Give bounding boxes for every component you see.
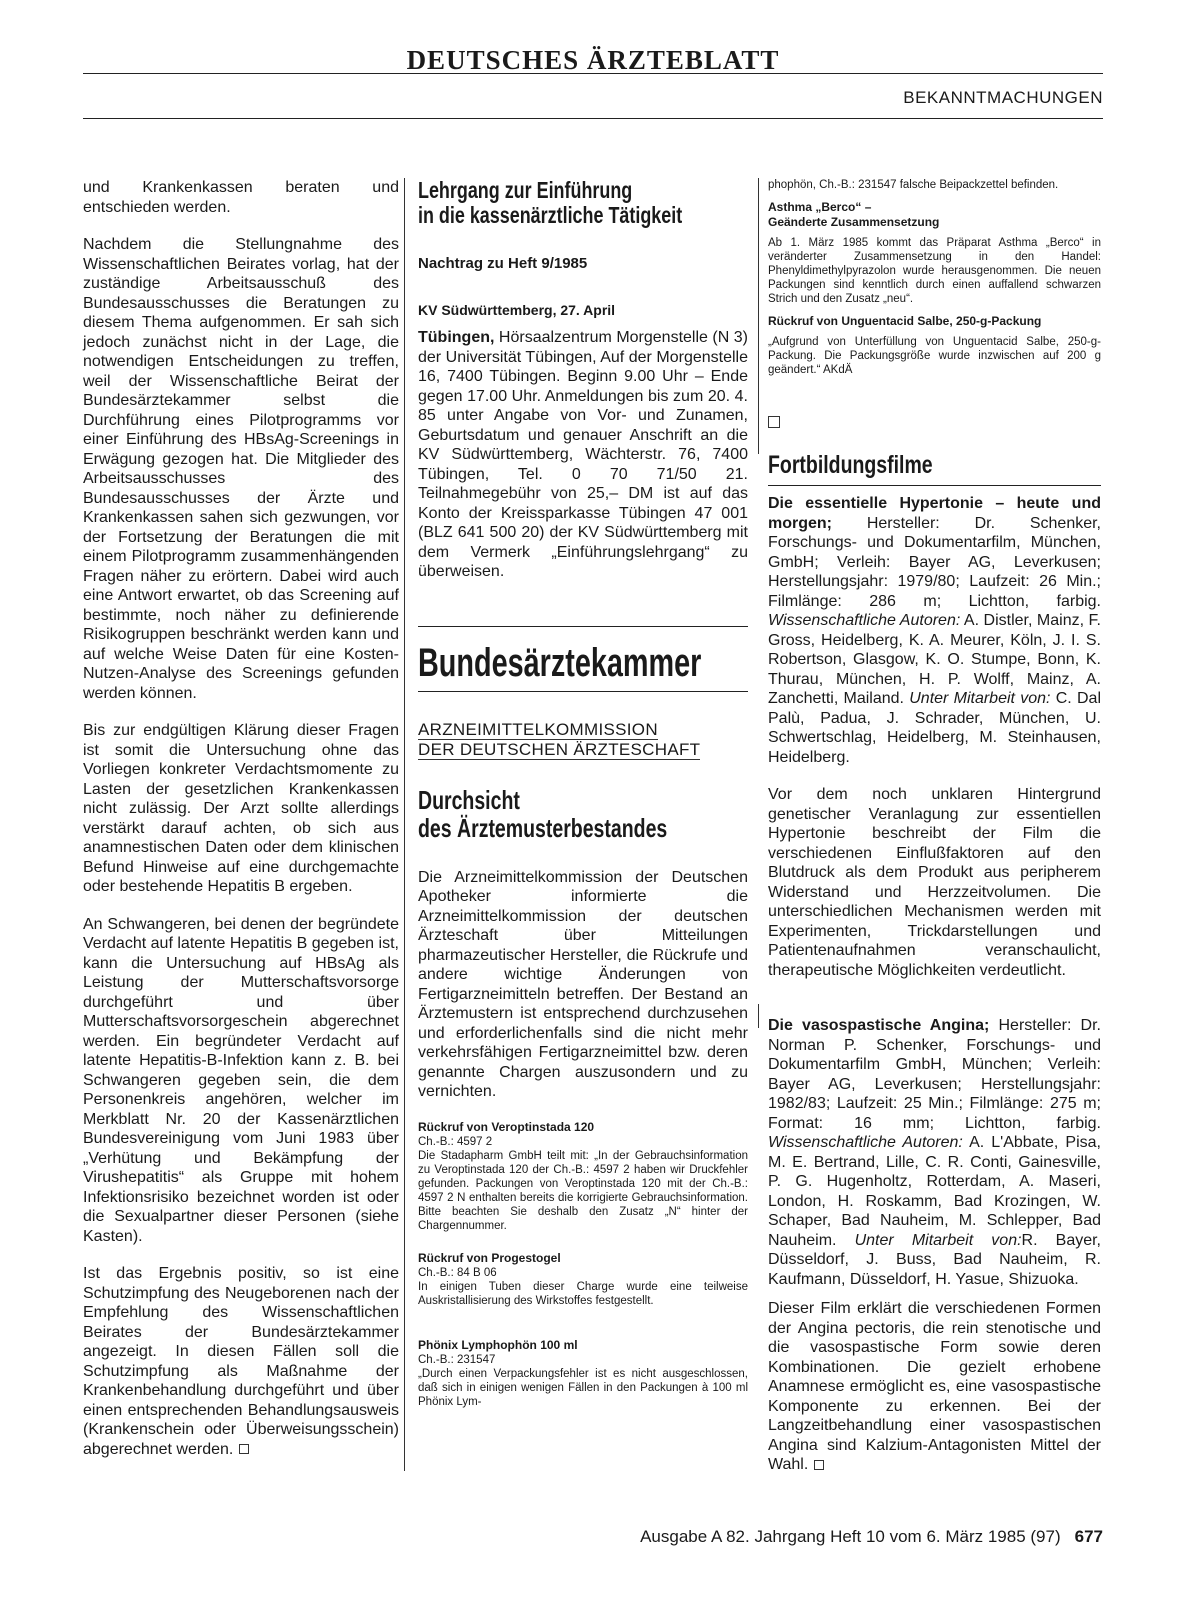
page-footer	[640, 1527, 1103, 1547]
paragraph: Bis zur endgültigen Klärung dieser Fragen ist somit die Untersuchung ohne das Vorliegen konkreter Verdachtsmomente zu Lasten der gesetzlichen Krankenkassen nicht zulässig. Der Arzt sollte allerdings verstärkt darauf achten, ob sich aus anamnestischen Daten oder dem klinischen Befund Hinweise auf eine durchgemachte oder bestehende Hepatitis B ergeben.	[83, 722, 399, 895]
section-rule	[768, 485, 1101, 486]
masthead	[83, 45, 1103, 75]
paragraph: Nachdem die Stellungnahme des Wissenschaftlichen Beirates vorlag, hat der zuständige Arbeitsausschuß des Bundesausschusses die Beratungen zu diesem Thema aufgenommen. Er sah sich jedoch zunächst nicht in der Lage, die notwendigen Entscheidungen zu treffen, weil der Wissenschaftliche Beirat der Bundesärztekammer selbst die Durchführung eines Pilotprogramms vor einer Einführung des HBsAg-Screenings in Erwägung gezogen hat. Die Mitglieder des Arbeitsausschusses des Bundesausschusses der Ärzte und Krankenkassen sahen sich gezwungen, vor der Fortsetzung der Beratungen die mit einem Pilotprogramm zusammenhängenden Fragen näher zu erörtern. Dabei wird auch eine Antwort erwartet, ob das Screening auf bestimmte, noch näher zu definierende Risikogruppen beschränkt werden kann und auf welche Weise Daten für eine Kosten-Nutzen-Analyse des Screenings gefunden werden können.	[83, 236, 399, 702]
column-divider-3	[758, 1004, 759, 1028]
film-entry: Die essentielle Hypertonie – heute und morgen; Hersteller: Dr. Schenker, Forschungs- und Dokumentarfilm, München, GmbH; Verleih: Bayer AG, Leverkusen; Herstellungsjahr: 1979/80; Laufzeit: 26 Min.; Filmlänge: 286 m; Lichtton, farbig. Wissenschaftliche Autoren: A. Distler, Mainz, F. Gross, Heidelberg, K. A. Meurer, Köln, J. I. S. Robertson, Glasgow, K. O. Stumpe, Bonn, K. Thurau, München, H. P. Wolff, Mainz, A. Zanchetti, Mailand. Unter Mitarbeit von: C. Dal Palù, Padua, J. Schrader, München, U. Schwertschlag, Heidelberg, M. Steinhausen, Heidelberg.	[768, 495, 1102, 766]
issue-info: Ausgabe A 82. Jahrgang Heft 10 vom 6. März 1985 (97)	[640, 1527, 1061, 1546]
durchsicht-title: Durchsicht des Ärztemusterbestandes	[418, 784, 668, 843]
column-divider-1	[404, 178, 405, 1471]
intro-text: Die Arzneimittelkommission der Deutschen Apotheker informierte die Arzneimittelkommission der deutschen Ärzteschaft über Mitteilungen pharmazeutischer Hersteller, die Rückrufe und andere wichtige Änderungen von Fertigarzneimitteln betreffen. Der Bestand an Ärztemustern ist entsprechend durchzusehen und erforderlichenfalls sind die nicht mehr verkehrsfähigen Fertigarzneimittel bzw. deren genannte Chargen auszusondern und zu vernichten.	[418, 868, 748, 1100]
column-3	[768, 178, 1101, 1475]
recall-text: In einigen Tuben dieser Charge wurde eine teilweise Auskristallisierung des Wirkstoffes festgestellt.	[418, 1280, 748, 1307]
recall-text: „Durch einen Verpackungsfehler ist es nicht ausgeschlossen, daß sich in einigen wenigen Fällen in den Packungen à 100 ml Phönix Lym-	[418, 1367, 748, 1408]
column-2	[418, 178, 748, 1409]
column-1	[83, 178, 399, 1459]
film-description: Dieser Film erklärt die verschiedenen Formen der Angina pectoris, die rein stenotische und die vasospastische Form sowie deren Kombinationen. Die gezielt erhobene Anamnese ermöglicht es, eine vasospastische Komponente zu erkennen. Bei der Langzeitbehandlung einer vasospastischen Angina sind Kalzium-Antagonisten Mittel der Wahl.	[768, 1300, 1101, 1473]
recall-text: phophön, Ch.-B.: 231547 falsche Beipackzettel befinden.	[768, 179, 1059, 191]
section-rule	[418, 691, 748, 692]
kv-heading: KV Südwürttemberg, 27. April	[418, 302, 616, 318]
fortbildungsfilme-title: Fortbildungsfilme	[768, 451, 933, 479]
nachtrag-heading: Nachtrag zu Heft 9/1985	[418, 255, 588, 272]
asthma-text: Ab 1. März 1985 kommt das Präparat Asthma „Berco“ in veränderter Zusammensetzung in den Handel: Phenyldimethylpyrazolon wurde herausgenommen. Die neuen Packungen sind kenntlich durch einen auffallend schwarzen Strich und den Zusatz „neu“.	[768, 237, 1101, 305]
recall-heading: Rückruf von Progestogel	[418, 1250, 561, 1265]
end-mark-icon	[814, 1460, 824, 1470]
batch-number: Ch.-B.: 4597 2	[418, 1135, 493, 1148]
recall-text: Die Stadapharm GmbH teilt mit: „In der Gebrauchsinformation zu Veroptinstada 120 der Ch.-B.: 4597 2 haben wir Druckfehler gefunden. Packungen von Veroptinstada 120 mit der Ch.-B.: 4597 2 N enthalten bereits die korrigierte Gebrauchsinformation. Bitte beachten Sie deshalb den Zusatz „N“ hinter der Chargennummer.	[418, 1149, 748, 1232]
column-divider-2	[758, 178, 759, 454]
journal-title: DEUTSCHES ÄRZTEBLATT	[406, 45, 780, 75]
paragraph: Ist das Ergebnis positiv, so ist eine Schutzimpfung des Neugeborenen nach der Empfehlung des Wissenschaftlichen Beirates der Bundesärztekammer angezeigt. In diesen Fällen soll die Schutzimpfung als Maßnahme der Krankenbehandlung durchgeführt und über einen entsprechenden Behandlungsausweis (Krankenschein oder Überweisungsschein) abgerechnet werden.	[83, 1265, 399, 1458]
section-rule	[418, 626, 748, 627]
batch-number: Ch.-B.: 231547	[418, 1353, 496, 1366]
batch-number: Ch.-B.: 84 B 06	[418, 1266, 497, 1279]
film-description: Vor dem noch unklaren Hintergrund genetischer Veranlagung zur essentiellen Hypertonie beschreibt der Film die verschiedenen Einflußfaktoren auf den Blutdruck als dem Produkt aus peripherem Widerstand und Herzzeitvolumen. Die unterschiedlichen Mechanismen werden mit Experimenten, Trickdarstellungen und Patientenaufnahmen veranschaulicht, therapeutische Möglichkeiten verdeutlicht.	[768, 786, 1101, 979]
page-number: 677	[1074, 1527, 1103, 1546]
bundesaerztekammer-title: Bundesärztekammer	[418, 640, 702, 685]
film-entry: Die vasospastische Angina; Hersteller: Dr. Norman P. Schenker, Forschungs- und Dokumentarfilm GmbH, München; Verleih: Bayer AG, Leverkusen; Herstellungsjahr: 1982/83; Laufzeit: 25 Min.; Filmlänge: 275 m; Format: 16 mm; Lichtton, farbig. Wissenschaftliche Autoren: A. L'Abbate, Pisa, M. E. Bertrand, Lille, C. R. Conti, Gainesville, P. G. Hugenholtz, Rotterdam, A. Maseri, London, H. Roskamm, Bad Krozingen, W. Schaper, Bad Nauheim, M. Schlepper, Bad Nauheim. Unter Mitarbeit von:R. Bayer, Düsseldorf, J. Buss, Bad Nauheim, R. Kaufmann, Düsseldorf, H. Yasue, Shizuoka.	[768, 1017, 1101, 1288]
section-box-icon	[768, 413, 1101, 431]
masthead-rule	[83, 73, 1103, 74]
recall-heading: Rückruf von Veroptinstada 120	[418, 1119, 595, 1134]
section-label: BEKANNTMACHUNGEN	[903, 88, 1103, 107]
lehrgang-text: Tübingen, Hörsaalzentrum Morgenstelle (N 3) der Universität Tübingen, Auf der Morgenstelle 16, 7400 Tübingen. Beginn 9.00 Uhr – Ende gegen 17.00 Uhr. Anmeldungen bis zum 20. 4. 85 unter Angabe von Vor- und Zunamen, Geburtsdatum und genauer Anschrift an die KV Südwürttemberg, Wächterstr. 76, 7400 Tübingen, Tel. 0 70 71/50 21. Teilnahmegebühr von 25,– DM ist auf das Konto der Kreissparkasse Tübingen 47 001 (BLZ 641 500 20) der KV Südwürttemberg mit dem Vermerk „Einführungslehrgang“ zu überweisen.	[418, 329, 748, 580]
end-mark-icon	[239, 1444, 249, 1454]
akdae-heading: ARZNEIMITTELKOMMISSION DER DEUTSCHEN ÄRZTESCHAFT	[418, 719, 701, 759]
recall-heading: Phönix Lymphophön 100 ml	[418, 1337, 578, 1352]
unguentacid-text: „Aufgrund von Unterfüllung von Unguentacid Salbe, 250-g-Packung. Die Packungsgröße wurde inzwischen auf 200 g geändert.“ AKdÄ	[768, 336, 1101, 376]
lehrgang-title: Lehrgang zur Einführung in die kassenärztliche Tätigkeit	[418, 177, 683, 228]
paragraph: und Krankenkassen beraten und entschieden werden.	[83, 179, 399, 216]
header-rule	[83, 118, 1103, 119]
asthma-heading: Asthma „Berco“ – Geänderte Zusammensetzung	[768, 200, 940, 229]
paragraph: An Schwangeren, bei denen der begründete Verdacht auf latente Hepatitis B gegeben ist, kann die Untersuchung auf HBsAg als Leistung der Mutterschaftsvorsorge durchgeführt und über Mutterschaftsvorsorgeschein abgerechnet werden. Ein begründeter Verdacht auf latente Hepatitis-B-Infektion kann z. B. bei Schwangeren gegeben sein, die dem Personenkreis angehören, welcher im Merkblatt Nr. 20 der Kassenärztlichen Bundesvereinigung vom Juni 1983 über „Verhütung und Bekämpfung der Virushepatitis“ als Gruppe mit hohem Infektionsrisiko bezeichnet worden ist oder die Sexualpartner dieser Personen (siehe Kasten).	[83, 915, 399, 1245]
unguentacid-heading: Rückruf von Unguentacid Salbe, 250-g-Packung	[768, 314, 1042, 328]
